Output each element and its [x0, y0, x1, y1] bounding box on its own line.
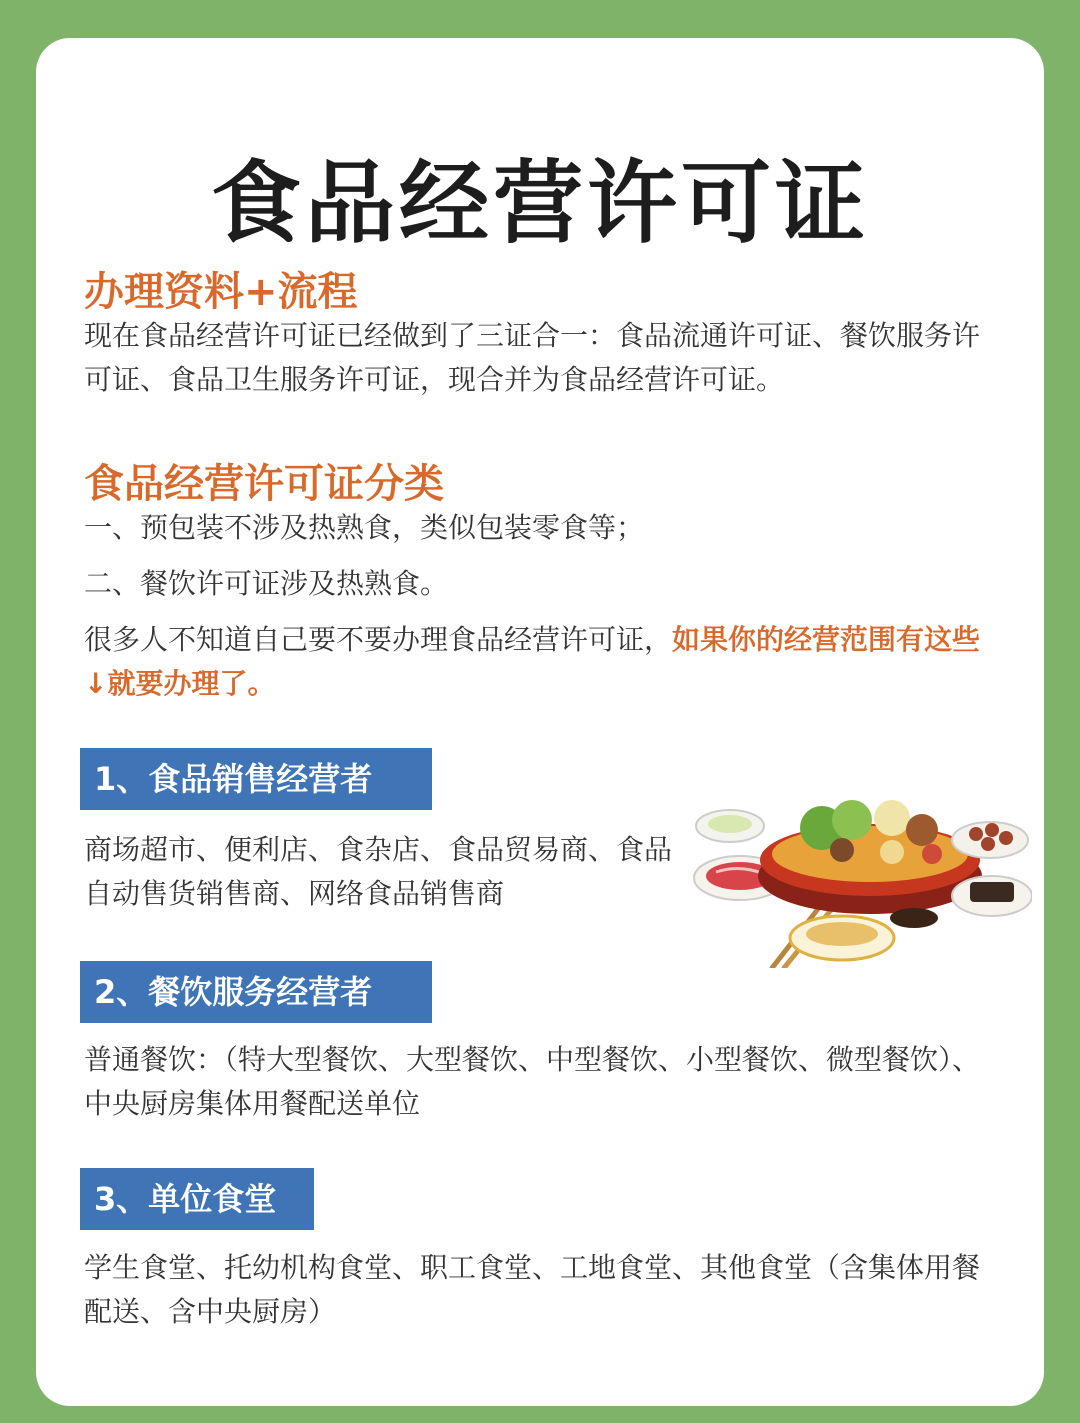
note-text: 很多人不知道自己要不要办理食品经营许可证，	[84, 623, 673, 656]
page-title: 食品经营许可证	[211, 151, 869, 256]
classification-item-2: 二、餐饮许可证涉及热熟食。	[84, 567, 449, 600]
category-badge-canteen: 3、单位食堂	[80, 1168, 314, 1230]
category-badge-food-sales: 1、食品销售经营者	[80, 748, 432, 810]
section-heading-materials: 办理资料+流程	[84, 269, 358, 315]
category-desc-catering: 普通餐饮：（特大型餐饮、大型餐饮、中型餐饮、小型餐饮、微型餐饮）、中央厨房集体用餐配送单位	[84, 1043, 981, 1120]
category-badge-catering: 2、餐饮服务经营者	[80, 961, 432, 1023]
section-heading-classification: 食品经营许可证分类	[84, 461, 444, 507]
category-desc-canteen: 学生食堂、托幼机构食堂、职工食堂、工地食堂、其他食堂（含集体用餐配送、含中央厨房）	[84, 1251, 981, 1328]
note-paragraph	[84, 618, 984, 706]
category-desc-food-sales: 商场超市、便利店、食杂店、食品贸易商、食品自动售货销售商、网络食品销售商	[84, 833, 673, 910]
note-highlight: 如果你的经营范围有这些↓就要办理了。	[84, 623, 981, 700]
intro-paragraph: 现在食品经营许可证已经做到了三证合一：食品流通许可证、餐饮服务许可证、食品卫生服务许可证，现合并为食品经营许可证。	[84, 319, 981, 396]
classification-item-1: 一、预包装不涉及热熟食，类似包装零食等；	[84, 511, 645, 544]
content-card	[36, 38, 1044, 1406]
hotpot-food-illustration	[692, 768, 1032, 968]
